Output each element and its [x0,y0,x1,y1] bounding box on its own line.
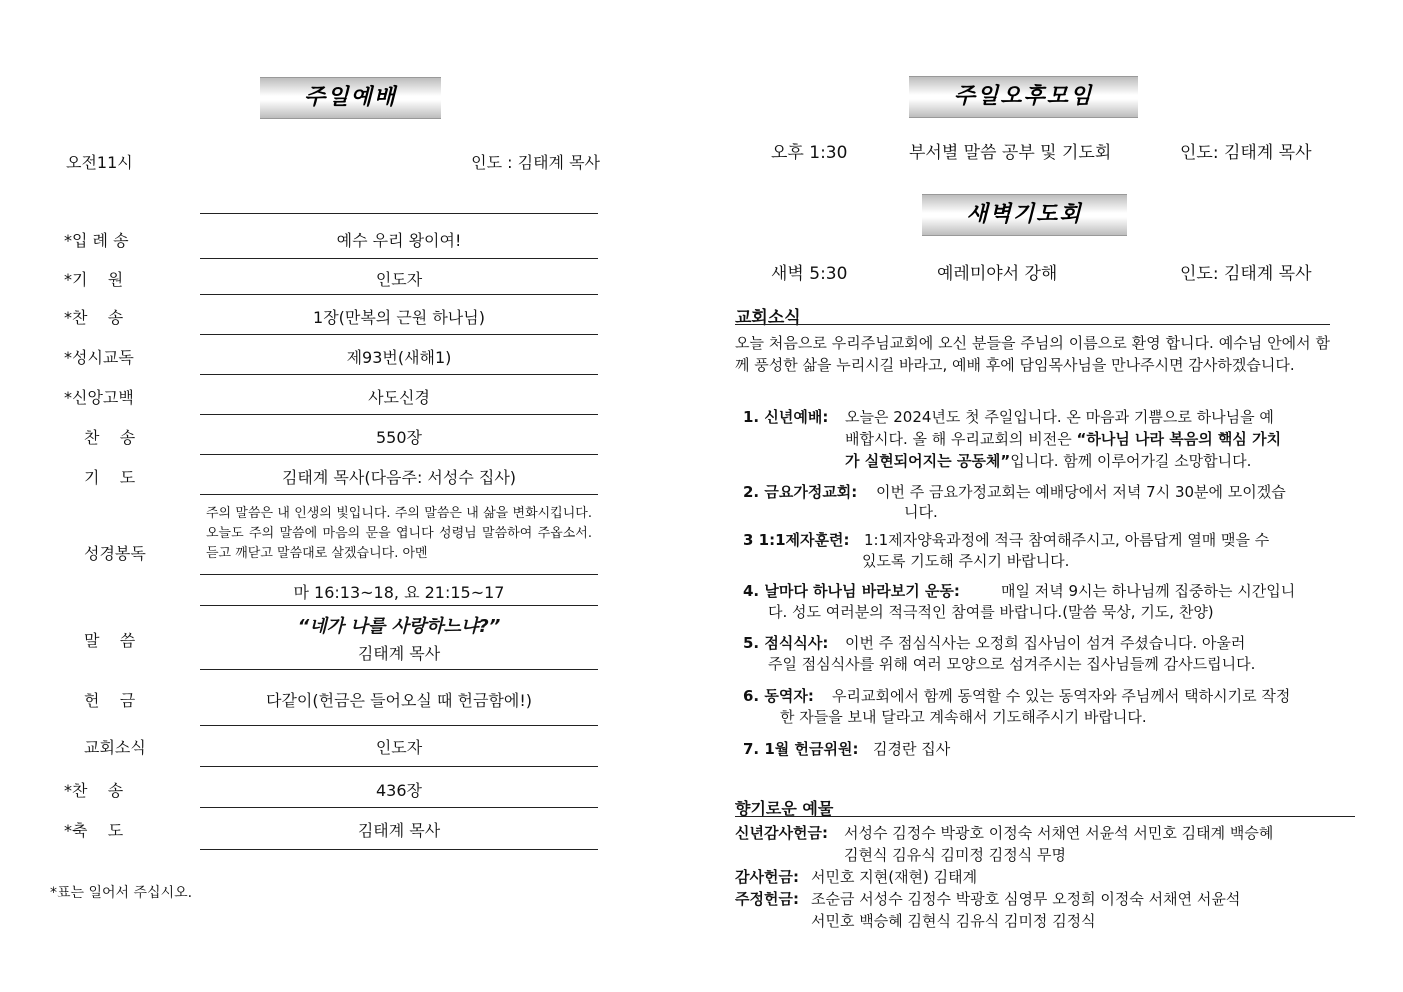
divider [200,574,598,575]
news-item-7-title: 7. 1월 헌금위원: [743,740,859,758]
order-label: 찬 송 [84,428,136,447]
welcome-intro: 오늘 처음으로 우리주님교회에 오신 분들을 주님의 이름으로 환영 합니다. 예수님 안에서 함께 풍성한 삶을 누리시길 바라고, 예배 후에 담임목사님을 만나주시면 감사하겠습니다. [735,334,1330,374]
church-news-heading: 교회소식 [735,308,801,328]
hymn-value: 436장 [376,781,422,800]
new-year-offering-names-2: 김현식 김유식 김미정 김정식 무명 [844,846,1066,864]
order-label: *찬 송 [64,308,124,327]
hymn-label: *찬 송 [64,781,124,800]
afternoon-time: 오후 1:30 [771,143,848,163]
news-item-1-line1: 오늘은 2024년도 첫 주일입니다. 온 마음과 기쁨으로 하나님을 예 [845,408,1274,426]
divider [200,374,598,375]
news-item-2-line1: 이번 주 금요가정교회는 예배당에서 저녁 7시 30분에 모이겠습 [876,483,1286,501]
order-value: 예수 우리 왕이여! [336,231,462,250]
news-item-5-line2: 주일 점심식사를 위해 여러 모양으로 섬겨주시는 집사님들께 감사드립니다. [768,655,1256,673]
divider [200,414,598,415]
news-item-1-line2 [845,428,1330,450]
order-label: *신앙고백 [64,388,134,407]
news-item-4-line1: 매일 저녁 9시는 하나님께 집중하는 시간입니 [1001,582,1296,600]
vision-statement: “하나님 나라 복음의 핵심 가치 [1076,430,1282,448]
offering-label: 헌 금 [84,691,136,710]
order-label: 기 도 [84,468,136,487]
divider [200,849,598,850]
news-item-1-line3 [845,450,1330,472]
worship-leader: 인도 : 김태계 목사 [471,153,600,172]
order-label: *기 원 [64,270,124,289]
news-item-3-title: 3 1:1제자훈련: [743,531,850,549]
divider [200,258,598,259]
sermon-title: “네가 나를 사랑하느냐?” [297,616,501,637]
order-label: *성시교독 [64,348,134,367]
reading-text: 주의 말씀은 내 인생의 빛입니다. 주의 말씀은 내 삶을 변화시킵니다. 오늘도 주의 말씀에 마음의 문을 엽니다 성령님 말씀하여 주옵소서. 듣고 깨닫고 말씀대로 살겠습니다. 아멘 [206,506,592,561]
thanks-offering-label: 감사헌금: [735,868,799,886]
divider [200,454,598,455]
divider [200,605,598,606]
reading-label: 성경봉독 [84,544,146,563]
sermon-label: 말 씀 [84,631,136,650]
order-value: 1장(만복의 근원 하나님) [313,308,485,327]
sermon-preacher: 김태계 목사 [357,644,441,663]
divider [200,334,598,335]
divider [200,725,598,726]
news-item-5-line1: 이번 주 점심식사는 오정희 집사님이 섬겨 주셨습니다. 아울러 [845,634,1246,652]
divider [200,494,598,495]
dawn-prayer-banner: 새벽기도회 [922,194,1127,236]
afternoon-desc: 부서별 말씀 공부 및 기도회 [909,143,1112,163]
dawn-desc: 예레미야서 강해 [937,264,1058,284]
news-item-7-value: 김경란 집사 [873,740,951,758]
dawn-time: 새벽 5:30 [771,264,848,284]
news-item-1-text: 입니다. 함께 이루어가길 소망합니다. [1010,452,1252,470]
benediction-label: *축 도 [64,821,124,840]
divider [200,807,598,808]
divider [735,816,1355,817]
divider [200,294,598,295]
sunday-worship-banner: 주일예배 [260,77,441,119]
news-item-1-title: 1. 신년예배: [743,408,829,426]
new-year-offering-label: 신년감사헌금: [735,824,828,842]
order-value: 사도신경 [368,388,430,407]
new-year-offering-names: 서성수 김정수 박광호 이정숙 서채연 서윤석 서민호 김태계 백승혜 [844,824,1274,842]
vision-statement-end: 가 실현되어지는 공동체” [845,452,1011,470]
order-value: 550장 [376,428,422,447]
news-item-6-title: 6. 동역자: [743,687,814,705]
divider [200,669,598,670]
news-item-2-title: 2. 금요가정교회: [743,483,858,501]
divider [735,324,1330,325]
footnote: *표는 일어서 주십시오. [50,885,193,901]
order-value: 인도자 [375,270,423,289]
thanks-offering-names: 서민호 지현(재현) 김태계 [811,868,978,886]
tithe-offering-label: 주정헌금: [735,890,799,908]
news-item-3-line1: 1:1제자양육과정에 적극 참여해주시고, 아름답게 열매 맺을 수 [864,531,1270,549]
afternoon-leader: 인도: 김태계 목사 [1180,143,1312,163]
worship-time: 오전11시 [66,153,133,172]
news-item-2-line2: 니다. [904,503,938,521]
order-label: *입 례 송 [64,231,129,250]
news-value: 인도자 [375,738,423,757]
news-item-6-line2: 한 자들을 보내 달라고 계속해서 기도해주시기 바랍니다. [780,708,1147,726]
offering-value: 다같이(헌금은 들어오실 때 헌금함에!) [266,691,532,710]
news-item-4-title: 4. 날마다 하나님 바라보기 운동: [743,582,960,600]
news-item-6-line1: 우리교회에서 함께 동역할 수 있는 동역자와 주님께서 택하시기로 작정 [832,687,1291,705]
reading-reference: 마 16:13~18, 요 21:15~17 [293,583,505,602]
offerings-heading: 향기로운 예물 [735,799,834,818]
news-item-3-line2: 있도록 기도해 주시기 바랍니다. [862,552,1070,570]
order-value: 김태계 목사(다음주: 서성수 집사) [281,468,517,487]
divider [200,766,598,767]
tithe-offering-names: 조순금 서성수 김정수 박광호 심영무 오정희 이정숙 서채연 서윤석 [811,890,1241,908]
news-item-1-text: 배합시다. 올 해 우리교회의 비전은 [845,430,1077,448]
news-label: 교회소식 [84,738,146,757]
order-value: 제93번(새해1) [346,348,452,367]
divider [200,213,598,214]
afternoon-meeting-banner: 주일오후모임 [909,76,1138,118]
tithe-offering-names-2: 서민호 백승혜 김현식 김유식 김미정 김정식 [811,912,1096,930]
dawn-leader: 인도: 김태계 목사 [1180,264,1312,284]
news-item-5-title: 5. 점식식사: [743,634,829,652]
news-item-4-line2: 다. 성도 여러분의 적극적인 참여를 바랍니다.(말씀 묵상, 기도, 찬양) [768,603,1214,621]
benediction-value: 김태계 목사 [357,821,441,840]
